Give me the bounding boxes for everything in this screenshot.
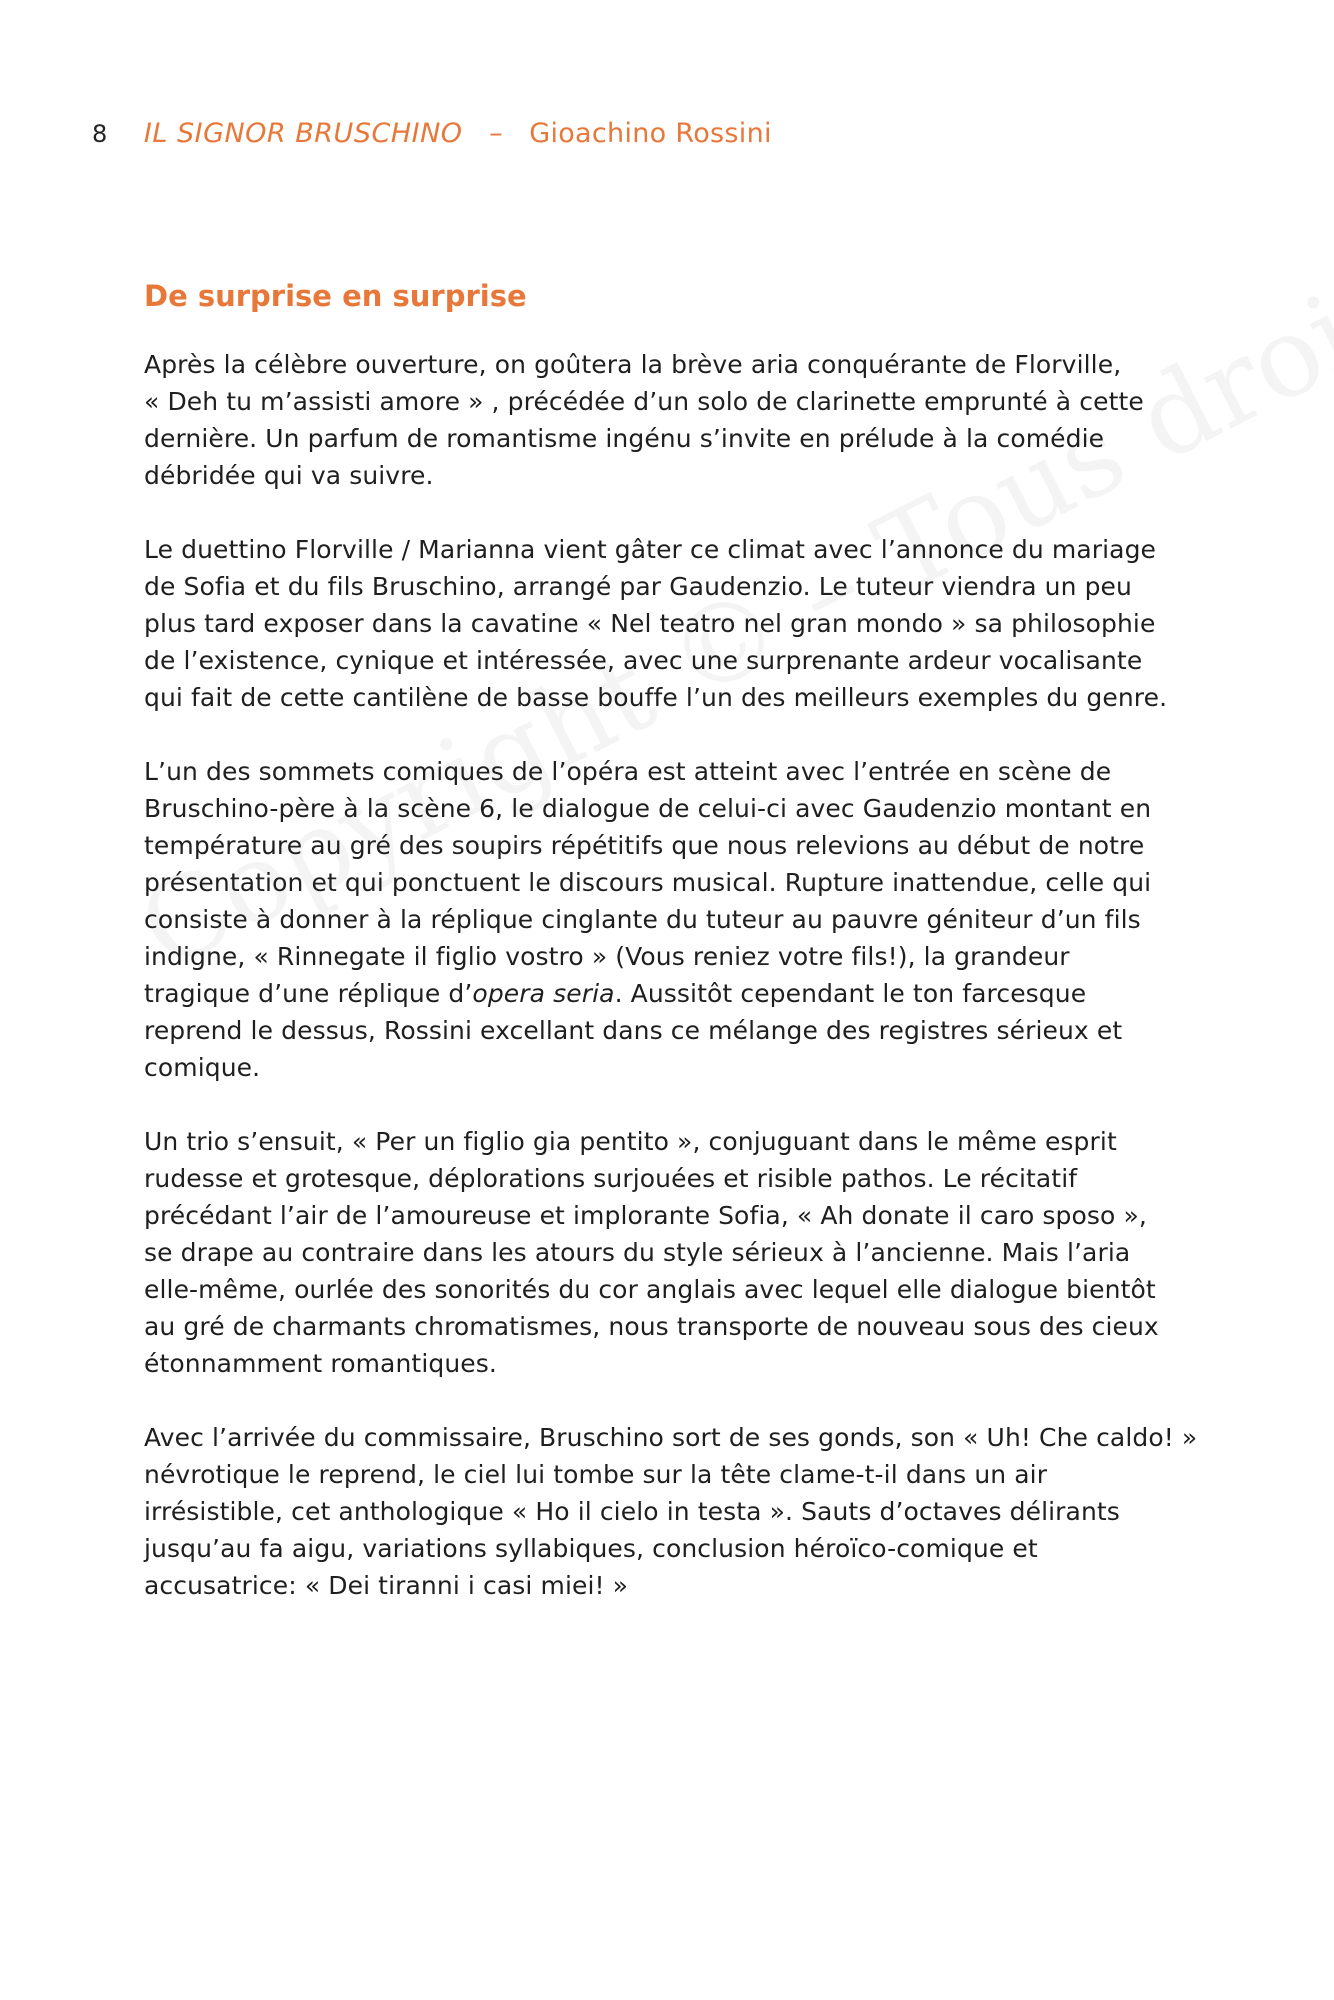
text-line: de l’existence, cynique et intéressée, avec une surprenante ardeur vocalisante	[144, 646, 1143, 675]
text-line-with-italic	[144, 975, 1204, 1012]
text-line: « Deh tu m’assisti amore » , précédée d’un solo de clarinette emprunté à cette	[144, 387, 1144, 416]
paragraph-3	[144, 753, 1204, 1086]
section-heading: De surprise en surprise	[144, 279, 527, 313]
running-header	[92, 114, 772, 154]
text-line: de Sofia et du fils Bruschino, arrangé par Gaudenzio. Le tuteur viendra un peu	[144, 572, 1132, 601]
text-line: indigne, « Rinnegate il figlio vostro » (Vous reniez votre fils!), la grandeur	[144, 942, 1070, 971]
text-line: présentation et qui ponctuent le discours musical. Rupture inattendue, celle qui	[144, 868, 1152, 897]
text-line: reprend le dessus, Rossini excellant dans ce mélange des registres sérieux et	[144, 1016, 1123, 1045]
paragraph-1	[144, 346, 1204, 494]
text-line: Un trio s’ensuit, « Per un figlio gia pentito », conjuguant dans le même esprit	[144, 1127, 1117, 1156]
text-line: L’un des sommets comiques de l’opéra est atteint avec l’entrée en scène de	[144, 757, 1112, 786]
text-line: Le duettino Florville / Marianna vient gâter ce climat avec l’annonce du mariage	[144, 535, 1157, 564]
text-line: plus tard exposer dans la cavatine « Nel teatro nel gran mondo » sa philosophie	[144, 609, 1156, 638]
text-fragment: . Aussitôt cependant le ton farcesque	[614, 979, 1087, 1008]
text-line: Bruschino-père à la scène 6, le dialogue de celui-ci avec Gaudenzio montant en	[144, 794, 1152, 823]
text-line: se drape au contraire dans les atours du style sérieux à l’ancienne. Mais l’aria	[144, 1238, 1131, 1267]
text-line: débridée qui va suivre.	[144, 461, 434, 490]
text-line: étonnamment romantiques.	[144, 1349, 497, 1378]
text-line: Avec l’arrivée du commissaire, Bruschino sort de ses gonds, son « Uh! Che caldo! »	[144, 1423, 1198, 1452]
text-fragment: tragique d’une réplique d’	[144, 979, 473, 1008]
work-title: IL SIGNOR BRUSCHINO	[143, 118, 463, 149]
text-line: dernière. Un parfum de romantisme ingénu s’invite en prélude à la comédie	[144, 424, 1105, 453]
text-line: au gré de charmants chromatismes, nous transporte de nouveau sous des cieux	[144, 1312, 1159, 1341]
text-line: elle-même, ourlée des sonorités du cor anglais avec lequel elle dialogue bientôt	[144, 1275, 1156, 1304]
italic-term: opera seria	[472, 979, 615, 1008]
text-line: consiste à donner à la réplique cinglante du tuteur au pauvre géniteur d’un fils	[144, 905, 1141, 934]
text-line: irrésistible, cet anthologique « Ho il cielo in testa ». Sauts d’octaves délirants	[144, 1497, 1120, 1526]
paragraph-2	[144, 531, 1204, 716]
text-line: Après la célèbre ouverture, on goûtera la brève aria conquérante de Florville,	[144, 350, 1122, 379]
text-line: accusatrice: « Dei tiranni i casi miei! »	[144, 1571, 629, 1600]
text-line: comique.	[144, 1053, 261, 1082]
text-line: jusqu’au fa aigu, variations syllabiques, conclusion héroïco-comique et	[144, 1534, 1038, 1563]
text-line: précédant l’air de l’amoureuse et implorante Sofia, « Ah donate il caro sposo »,	[144, 1201, 1147, 1230]
page-number: 8	[92, 120, 108, 148]
header-separator: –	[489, 118, 503, 149]
paragraph-4	[144, 1123, 1204, 1382]
main-content	[144, 276, 1204, 1641]
text-line: rudesse et grotesque, déplorations surjouées et risible pathos. Le récitatif	[144, 1164, 1078, 1193]
text-line: température au gré des soupirs répétitifs que nous relevions au début de notre	[144, 831, 1145, 860]
paragraph-5	[144, 1419, 1204, 1604]
text-line: névrotique le reprend, le ciel lui tombe sur la tête clame-t-il dans un air	[144, 1460, 1048, 1489]
composer-name: Gioachino Rossini	[529, 118, 772, 149]
text-line: qui fait de cette cantilène de basse bouffe l’un des meilleurs exemples du genre.	[144, 683, 1168, 712]
